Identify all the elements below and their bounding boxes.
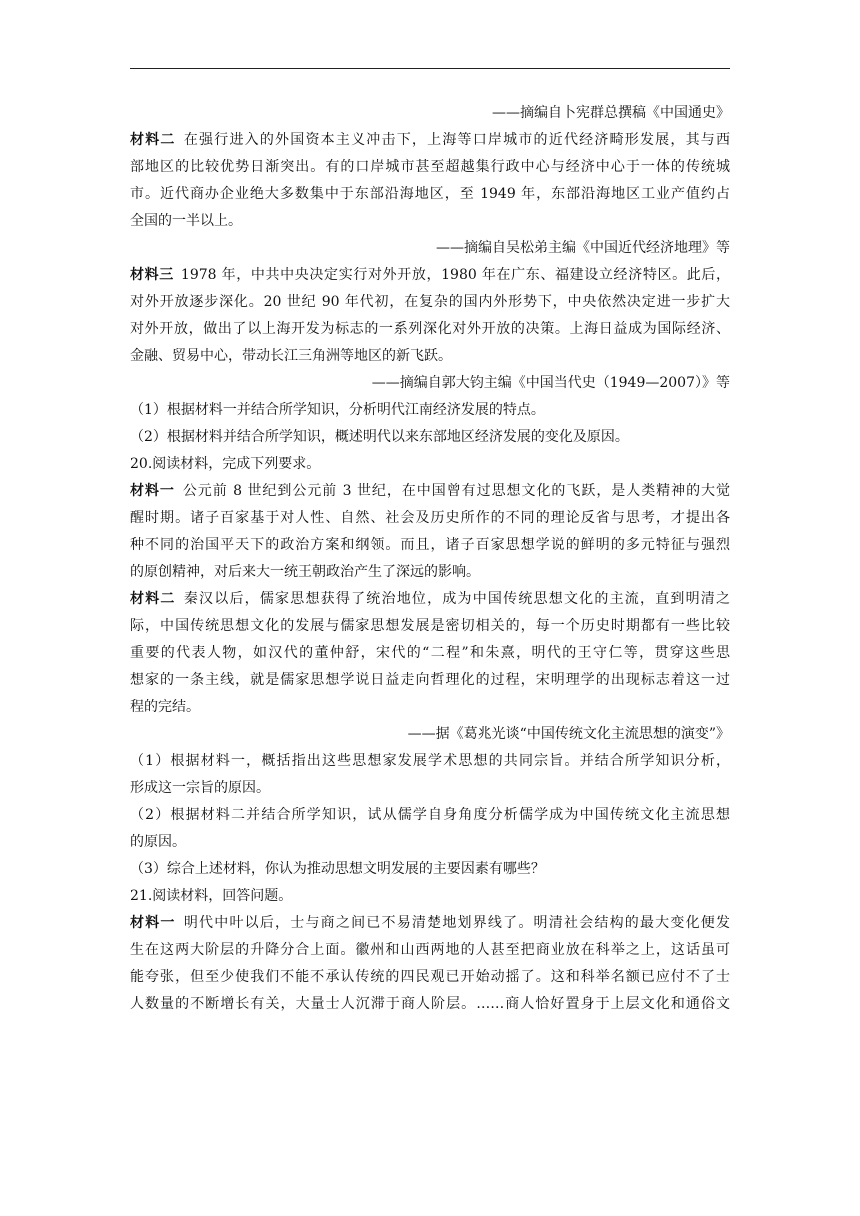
question-line [130, 856, 730, 883]
header-rule [130, 68, 730, 69]
line-text: ——摘编自卜宪群总撰稿《中国通史》 [492, 105, 730, 121]
line-text: （2）根据材料二并结合所学知识，试从儒学自身角度分析儒学成为中国传统文化主流思想 [130, 807, 730, 823]
text-line [130, 991, 730, 1018]
text-line [130, 343, 730, 370]
source-citation [130, 721, 730, 748]
text-line [130, 964, 730, 991]
text-line [130, 802, 730, 829]
text-line [130, 910, 730, 937]
line-text: 全国的一半以上。 [130, 213, 242, 229]
text-line [130, 775, 730, 802]
text-line [130, 532, 730, 559]
line-text: （1）根据材料一，概括指出这些思想家发展学术思想的共同宗旨。并结合所学知识分析， [130, 753, 730, 769]
line-text: 对外开放，做出了以上海开发为标志的一系列深化对外开放的决策。上海日益成为国际经济、 [130, 321, 730, 337]
line-text: 种不同的治国平天下的政治方案和纲领。而且，诸子百家思想学说的鲜明的多元特征与强烈 [130, 537, 730, 553]
line-text: （2）根据材料并结合所学知识，概述明代以来东部地区经济发展的变化及原因。 [130, 429, 629, 445]
text-line [130, 613, 730, 640]
line-text: 际，中国传统思想文化的发展与儒家思想发展是密切相关的，每一个历史时期都有一些比较 [130, 618, 730, 634]
line-text: 在强行进入的外国资本主义冲击下，上海等口岸城市的近代经济畸形发展，其与西 [182, 132, 730, 148]
text-line [130, 586, 730, 613]
line-text: 对外开放逐步深化。20 世纪 90 年代初，在复杂的国内外形势下，中央依然决定进一步扩大 [130, 294, 730, 310]
text-line [130, 505, 730, 532]
line-text: ——摘编自郭大钧主编《中国当代史（1949—2007）》等 [371, 375, 730, 391]
document-body [130, 100, 730, 1018]
question-line [130, 424, 730, 451]
text-line [130, 694, 730, 721]
line-text: 重要的代表人物，如汉代的董仲舒，宋代的“二程”和朱熹，明代的王守仁等，贯穿这些思 [130, 645, 730, 661]
text-line [130, 154, 730, 181]
line-text: ——据《葛兆光谈“中国传统文化主流思想的演变”》 [407, 726, 730, 742]
text-line [130, 640, 730, 667]
line-text: 金融、贸易中心，带动长江三角洲等地区的新飞跃。 [130, 348, 452, 364]
line-text: 程的完结。 [130, 699, 200, 715]
question-line [130, 397, 730, 424]
text-line [130, 181, 730, 208]
line-text: 部地区的比较优势日渐突出。有的口岸城市甚至超越集行政中心与经济中心于一体的传统城 [130, 159, 730, 175]
text-line [130, 316, 730, 343]
line-text: （3）综合上述材料，你认为推动思想文明发展的主要因素有哪些？ [130, 861, 545, 877]
line-text: 的原因。 [130, 834, 186, 850]
line-text: 形成这一宗旨的原因。 [130, 780, 270, 796]
line-text: 市。近代商办企业绝大多数集中于东部沿海地区，至 1949 年，东部沿海地区工业产值约占 [130, 186, 730, 202]
line-text: 人数量的不断增长有关，大量士人沉滞于商人阶层。……商人恰好置身于上层文化和通俗文 [130, 996, 730, 1012]
line-text: 想家的一条主线，就是儒家思想学说日益走向哲理化的过程，宋明理学的出现标志着这一过 [130, 672, 730, 688]
source-citation [130, 235, 730, 262]
line-text: 醒时期。诸子百家基于对人性、自然、社会及历史所作的不同的理论反省与思考，才提出各 [130, 510, 730, 526]
line-text: 能夸张，但至少使我们不能不承认传统的四民观已开始动摇了。这和科举名额已应付不了士 [130, 969, 730, 985]
line-text: 21.阅读材料，回答问题。 [130, 888, 293, 904]
line-text: （1）根据材料一并结合所学知识，分析明代江南经济发展的特点。 [130, 402, 545, 418]
text-line [130, 748, 730, 775]
text-line [130, 208, 730, 235]
material-label: 材料一 [130, 915, 176, 931]
text-line [130, 478, 730, 505]
text-line [130, 289, 730, 316]
question-line [130, 883, 730, 910]
text-line [130, 127, 730, 154]
line-text: 的原创精神，对后来大一统王朝政治产生了深远的影响。 [130, 564, 480, 580]
material-label: 材料二 [130, 132, 176, 148]
material-label: 材料三 [130, 267, 174, 283]
line-text: 生在这两大阶层的升降分合上面。徽州和山西两地的人甚至把商业放在科举之上，这话虽可 [130, 942, 730, 958]
material-label: 材料二 [130, 591, 176, 607]
line-text: ——摘编自吴松弟主编《中国近代经济地理》等 [436, 240, 730, 256]
text-line [130, 559, 730, 586]
source-citation [130, 100, 730, 127]
text-line [130, 262, 730, 289]
text-line [130, 667, 730, 694]
source-citation [130, 370, 730, 397]
line-text: 明代中叶以后，士与商之间已不易清楚地划界线了。明清社会结构的最大变化便发 [182, 915, 730, 931]
question-line [130, 451, 730, 478]
text-line [130, 937, 730, 964]
material-label: 材料一 [130, 483, 175, 499]
text-line [130, 829, 730, 856]
line-text: 1978 年，中共中央决定实行对外开放，1980 年在广东、福建设立经济特区。此后， [180, 267, 730, 283]
line-text: 20.阅读材料，完成下列要求。 [130, 456, 321, 472]
line-text: 秦汉以后，儒家思想获得了统治地位，成为中国传统思想文化的主流，直到明清之 [182, 591, 730, 607]
line-text: 公元前 8 世纪到公元前 3 世纪，在中国曾有过思想文化的飞跃，是人类精神的大觉 [181, 483, 730, 499]
